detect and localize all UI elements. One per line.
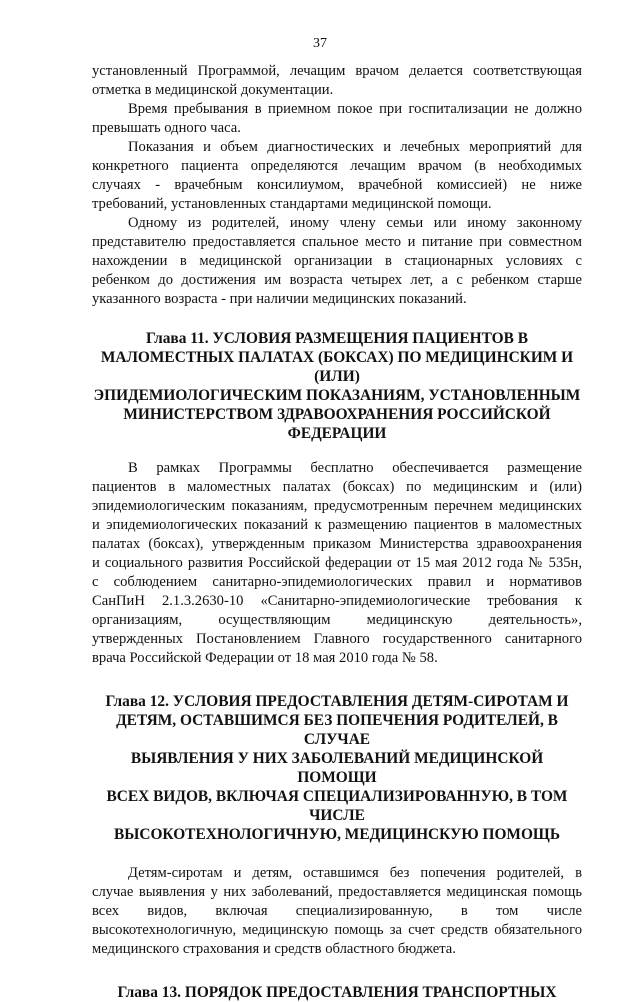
heading-line: Глава 12. УСЛОВИЯ ПРЕДОСТАВЛЕНИЯ ДЕТЯМ-СИРОТАМ И (105, 693, 569, 710)
text-line: случае выявления у них заболеваний, предоставляется медицинская помощь (92, 884, 582, 900)
text-line: нахождении в медицинской организации в стационарных условиях с (92, 253, 582, 269)
text-line: требований, установленных стандартами медицинской помощи. (92, 196, 492, 212)
heading-line: ВЫСОКОТЕХНОЛОГИЧНУЮ, МЕДИЦИНСКУЮ ПОМОЩЬ (113, 826, 561, 843)
heading-line: МИНИСТЕРСТВОМ ЗДРАВООХРАНЕНИЯ РОССИЙСКОЙ ФЕДЕРАЦИИ (123, 406, 551, 442)
text-line: установленный Программой, лечащим врачом делается соответствующая (92, 63, 582, 79)
text-line: указанного возраста - при наличии медицинских показаний. (92, 291, 467, 307)
text-line: эпидемиологическим показаниям, предусмотренным перечнем медицинских (92, 498, 582, 514)
heading-line: ВЫЯВЛЕНИЯ У НИХ ЗАБОЛЕВАНИЙ МЕДИЦИНСКОЙ ПОМОЩИ (130, 750, 544, 786)
text-line: утвержденных Постановлением Главного государственного санитарного (92, 631, 582, 647)
text-line: врача Российской Федерации от 18 мая 2010 года № 58. (92, 650, 438, 666)
text-line: пациентов в маломестных палатах (боксах) по медицинским и (или) (92, 479, 582, 495)
text-line: представителю предоставляется спальное место и питание при совместном (92, 234, 582, 250)
heading-line: ВСЕХ ВИДОВ, ВКЛЮЧАЯ СПЕЦИАЛИЗИРОВАННУЮ, В ТОМ ЧИСЛЕ (106, 788, 568, 824)
text-line: случаях - врачебным консилиумом, врачебной комиссией) не ниже (92, 177, 582, 193)
heading-line: ДЕТЯМ, ОСТАВШИМСЯ БЕЗ ПОПЕЧЕНИЯ РОДИТЕЛЕЙ, В СЛУЧАЕ (116, 712, 558, 748)
text-line: медицинского страхования и средств областного бюджета. (92, 941, 456, 957)
text-line: и социального развития Российской федерации от 15 мая 2012 года № 535н, (92, 555, 582, 571)
text-line: всех видов, включая специализированную, в том числе (92, 903, 582, 919)
page-number: 37 (313, 36, 327, 51)
paragraph-doc-recording (92, 62, 582, 100)
text-line: ребенком до достижения им возраста четырех лет, а с ребенком старше (92, 272, 582, 288)
text-line: превышать одного часа. (92, 120, 241, 136)
text-line: Одному из родителей, иному члену семьи или иному законному (128, 215, 582, 231)
chapter-12-heading (92, 692, 582, 844)
text-line: с соблюдением санитарно-эпидемиологических правил и нормативов (92, 574, 582, 590)
text-line: Время пребывания в приемном покое при госпитализации не должно (128, 101, 582, 117)
paragraph-admission-time (92, 100, 582, 138)
text-line: и эпидемиологических показаний к размещению пациентов в маломестных (92, 517, 582, 533)
paragraph-orphans-care (92, 864, 582, 959)
document-body (92, 62, 582, 1002)
text-line: СанПиН 2.1.3.2630-10 «Санитарно-эпидемиологические требования к (92, 593, 582, 609)
text-line: конкретного пациента определяются лечащим врачом (в необходимых (92, 158, 582, 174)
chapter-13-heading (92, 983, 582, 1002)
paragraph-indications (92, 138, 582, 214)
text-line: отметка в медицинской документации. (92, 82, 334, 98)
text-line: Показания и объем диагностических и лечебных мероприятий для (128, 139, 582, 155)
chapter-11-heading (92, 329, 582, 443)
heading-line: МАЛОМЕСТНЫХ ПАЛАТАХ (БОКСАХ) ПО МЕДИЦИНСКИМ И (ИЛИ) (100, 349, 574, 385)
text-line: В рамках Программы бесплатно обеспечивается размещение (128, 460, 582, 476)
heading-line: Глава 11. УСЛОВИЯ РАЗМЕЩЕНИЯ ПАЦИЕНТОВ В (146, 330, 528, 347)
text-line: организациям, осуществляющим медицинскую деятельность», (92, 612, 582, 628)
heading-line: ЭПИДЕМИОЛОГИЧЕСКИМ ПОКАЗАНИЯМ, УСТАНОВЛЕННЫМ (93, 387, 581, 404)
paragraph-parent-stay (92, 214, 582, 309)
paragraph-small-wards (92, 459, 582, 668)
text-line: Детям-сиротам и детям, оставшимся без попечения родителей, в (128, 865, 582, 881)
text-line: палатах (боксах), утвержденным приказом Министерства здравоохранения (92, 536, 582, 552)
heading-line: Глава 13. ПОРЯДОК ПРЕДОСТАВЛЕНИЯ ТРАНСПОРТНЫХ (117, 984, 557, 1001)
text-line: высокотехнологичную, медицинскую помощь за счет средств обязательного (92, 922, 582, 938)
